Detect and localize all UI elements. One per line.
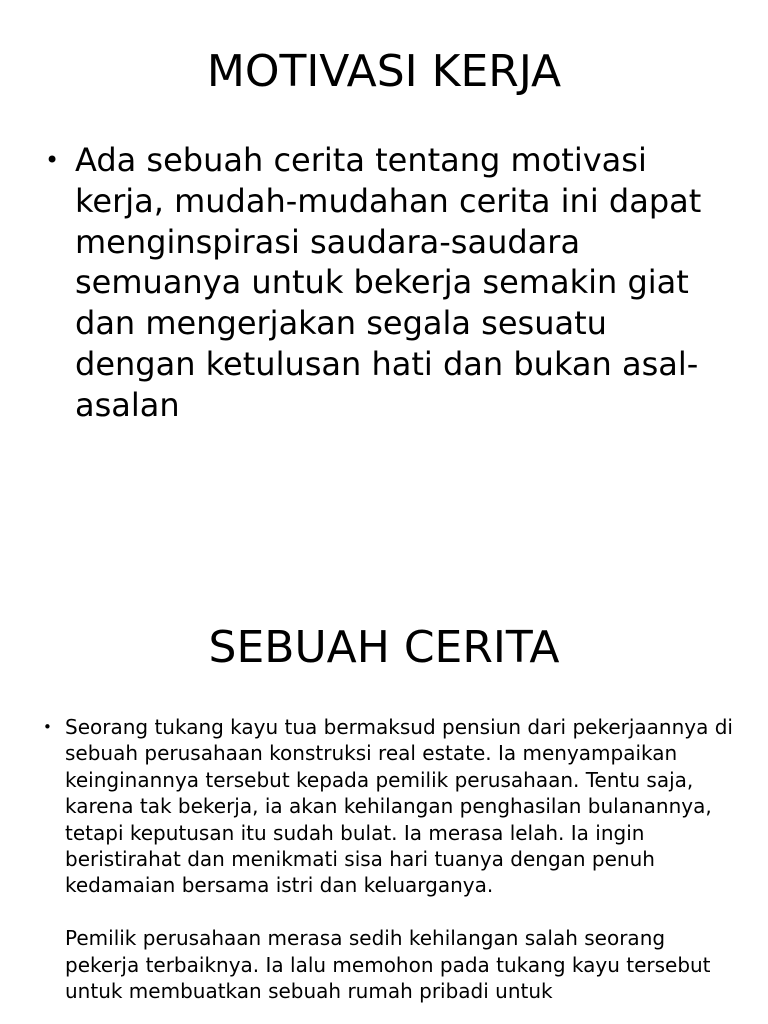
story-paragraph: Pemilik perusahaan merasa sedih kehilangan salah seorang pekerja terbaiknya. Ia lalu memohon pada tukang kayu tersebut untuk membuatkan sebuah rumah pribadi untuk (65, 926, 711, 1004)
bullet-dot-icon: • (45, 146, 60, 174)
bullet-list (43, 714, 733, 1004)
bullet-item (43, 714, 733, 1004)
bullet-text: Ada sebuah cerita tentang motivasi kerja, mudah-mudahan cerita ini dapat menginspirasi saudara-saudara semuanya untuk bekerja semakin giat dan mengerjakan segala sesuatu dengan ketulusan hati dan bukan asal-asalan (75, 141, 702, 424)
bullet-item (45, 140, 715, 426)
slide-sebuah-cerita (0, 576, 768, 1024)
slide-title: MOTIVASI KERJA (206, 46, 562, 97)
bullet-list (45, 140, 715, 426)
bullet-dot-icon: • (43, 718, 52, 736)
story-paragraph: Seorang tukang kayu tua bermaksud pensiun dari pekerjaannya di sebuah perusahaan konstruksi real estate. Ia menyampaikan keinginannya tersebut kepada pemilik perusahaan. Tentu saja, karena tak bekerja, ia akan kehilangan penghasilan bulanannya, tetapi keputusan itu sudah bulat. Ia merasa lelah. Ia ingin beristirahat dan menikmati sisa hari tuanya dengan penuh kedamaian bersama istri dan keluarganya. (65, 715, 733, 898)
slide-title: SEBUAH CERITA (208, 622, 560, 673)
